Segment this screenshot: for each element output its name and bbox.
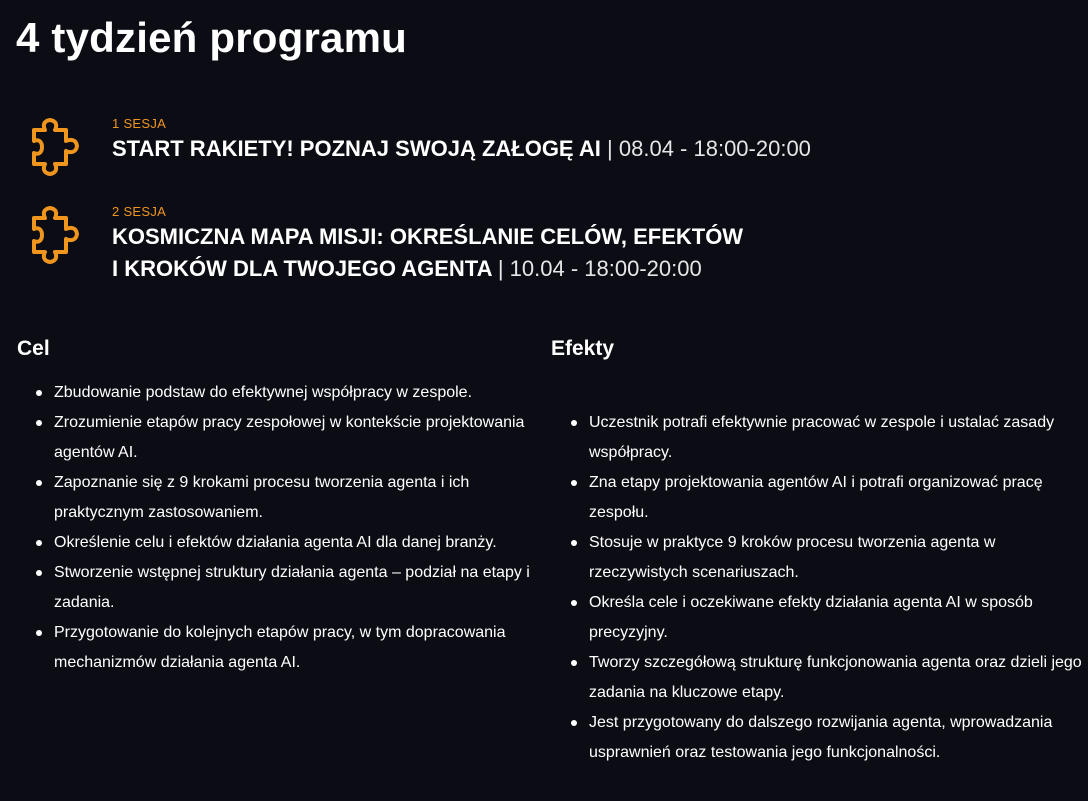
list-item: Zapoznanie się z 9 krokami procesu tworzenia agenta i ich praktycznym zastosowaniem. bbox=[54, 468, 544, 528]
session-title-line-1: KOSMICZNA MAPA MISJI: OKREŚLANIE CELÓW, EFEKTÓW bbox=[112, 224, 744, 249]
cel-list bbox=[17, 378, 544, 678]
list-item: Przygotowanie do kolejnych etapów pracy, w tym dopracowania mechanizmów działania agenta AI. bbox=[54, 618, 544, 678]
page-title: 4 tydzień programu bbox=[16, 14, 407, 61]
efekty-heading: Efekty bbox=[551, 337, 615, 360]
list-item: Zbudowanie podstaw do efektywnej współpracy w zespole. bbox=[54, 378, 544, 408]
list-item: Zrozumienie etapów pracy zespołowej w kontekście projektowania agentów AI. bbox=[54, 408, 544, 468]
session-title-line-2: I KROKÓW DLA TWOJEGO AGENTA bbox=[112, 256, 492, 281]
list-item: Zna etapy projektowania agentów AI i potrafi organizować pracę zespołu. bbox=[589, 468, 1088, 528]
session-1 bbox=[30, 116, 811, 182]
efekty-list bbox=[552, 408, 1088, 768]
list-item: Określenie celu i efektów działania agenta AI dla danej branży. bbox=[54, 528, 544, 558]
list-item: Jest przygotowany do dalszego rozwijania agenta, wprowadzania usprawnień oraz testowania jego funkcjonalności. bbox=[589, 708, 1088, 768]
list-item: Stworzenie wstępnej struktury działania agenta – podział na etapy i zadania. bbox=[54, 558, 544, 618]
puzzle-icon bbox=[30, 204, 80, 270]
session-number: 1 SESJA bbox=[112, 116, 167, 131]
session-2 bbox=[30, 204, 743, 285]
session-title bbox=[112, 133, 811, 165]
session-date: 08.04 - 18:00-20:00 bbox=[618, 136, 811, 161]
session-title bbox=[112, 221, 743, 285]
session-date: 10.04 - 18:00-20:00 bbox=[509, 256, 702, 281]
puzzle-icon bbox=[30, 116, 80, 182]
list-item: Określa cele i oczekiwane efekty działania agenta AI w sposób precyzyjny. bbox=[589, 588, 1088, 648]
session-number: 2 SESJA bbox=[112, 204, 167, 219]
list-item: Tworzy szczegółową strukturę funkcjonowania agenta oraz dzieli jego zadania na kluczowe etapy. bbox=[589, 648, 1088, 708]
session-title-text: START RAKIETY! POZNAJ SWOJĄ ZAŁOGĘ AI bbox=[112, 136, 601, 161]
list-item: Stosuje w praktyce 9 kroków procesu tworzenia agenta w rzeczywistych scenariuszach. bbox=[589, 528, 1088, 588]
title-separator: | bbox=[497, 256, 504, 281]
list-item: Uczestnik potrafi efektywnie pracować w zespole i ustalać zasady współpracy. bbox=[589, 408, 1088, 468]
cel-heading: Cel bbox=[17, 337, 50, 360]
title-separator: | bbox=[607, 136, 613, 161]
